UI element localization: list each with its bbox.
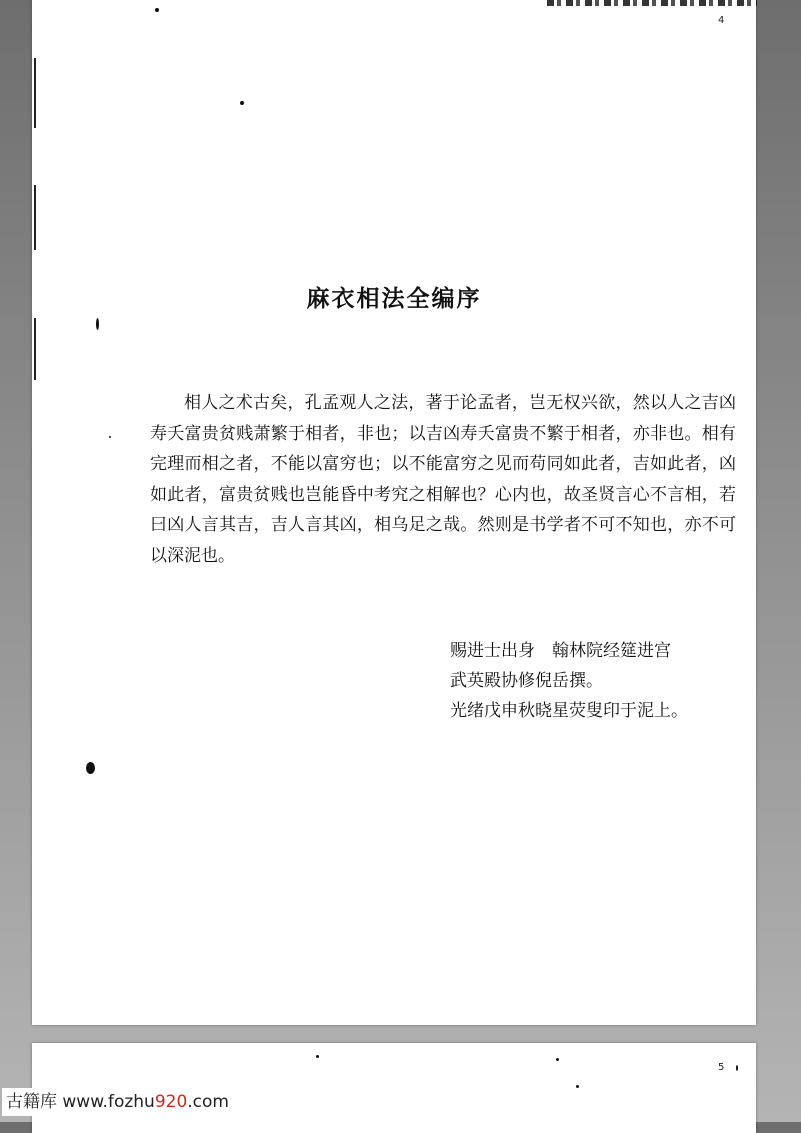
page-number: 5 [718,1062,725,1073]
site-watermark [2,1088,233,1116]
signature-line: 赐进士出身 翰林院经筵进宫 [450,641,671,661]
watermark-url-suffix: .com [187,1092,229,1112]
scan-speck [316,1055,319,1058]
scan-artifact [34,185,36,250]
signature-block [450,636,740,726]
document-page [32,0,756,1025]
scan-speck [155,8,159,12]
scan-artifact [34,58,36,128]
scan-speck [576,1085,579,1088]
scan-speck [96,318,99,330]
scan-speck [736,1065,738,1071]
watermark-url-accent: 920 [154,1092,188,1112]
scan-speck [86,762,95,774]
scan-speck [109,436,111,438]
document-title: 麻衣相法全编序 [306,286,482,312]
scan-speck [240,101,244,105]
signature-line: 武英殿协修倪岳撰。 [450,671,603,691]
signature-line: 光绪戊申秋晓星荧叟印于泥上。 [450,701,688,721]
document-body: 相人之术古矣，孔孟观人之法，著于论孟者，岂无权兴欲，然以人之吉凶寿夭富贵贫贱萧繁于相者，非也；以吉凶寿夭富贵不繁于相者，亦非也。相有完理而相之者，不能以富穷也；以不能富穷之见而苟同如此者，吉如此者，凶如此者，富贵贫贱也岂能昏中考究之相解也？心内也，故圣贤言心不言相，若曰凶人言其吉，吉人言其凶，相乌足之哉。然则是书学者不可不知也，亦不可以深泥也。 [150,393,736,566]
scan-artifact [34,318,36,380]
watermark-url [62,1092,229,1112]
watermark-url-prefix: www.fozhu [62,1092,155,1112]
scan-speck [556,1058,559,1061]
page-number: 4 [718,15,725,26]
scan-artifact [547,0,757,6]
watermark-site-name: 古籍库 [6,1092,57,1112]
